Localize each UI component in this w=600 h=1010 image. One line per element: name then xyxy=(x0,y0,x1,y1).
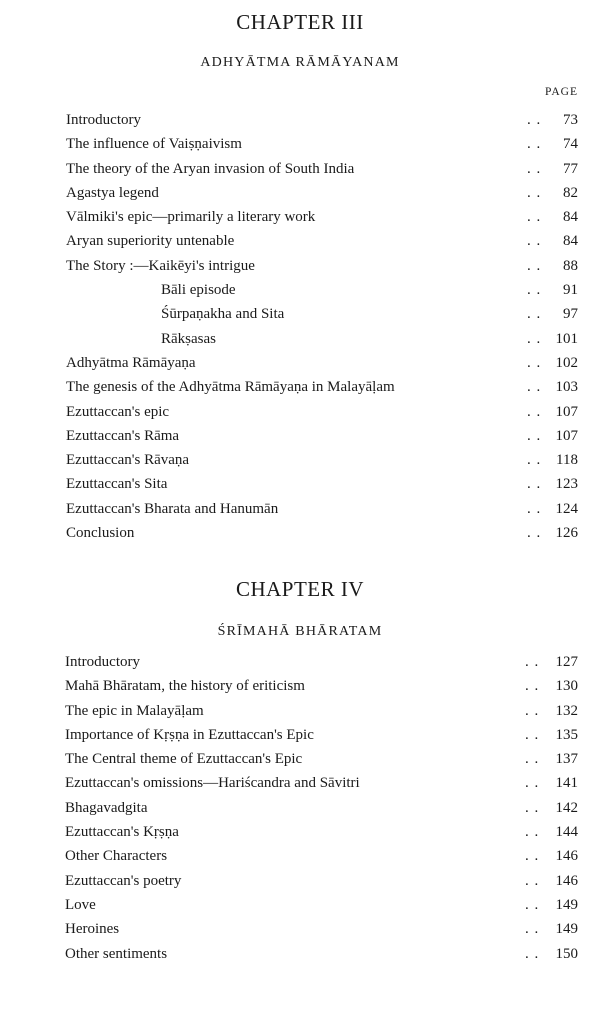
dot-leader: . . xyxy=(527,476,542,493)
toc-entry xyxy=(0,132,600,156)
toc-entry-title: Vālmiki's epic—primarily a literary work xyxy=(66,209,316,226)
toc-entry-page: 123 xyxy=(555,476,578,493)
dot-leader: . . xyxy=(525,799,540,816)
dot-leader: . . xyxy=(527,379,542,396)
dot-leader: . . xyxy=(527,233,542,250)
dot-leader: . . xyxy=(525,678,540,695)
toc-entry xyxy=(0,796,600,820)
dot-leader: . . xyxy=(525,896,540,913)
dot-leader: . . xyxy=(527,257,542,274)
toc-entry-title: Ezuttaccan's poetry xyxy=(65,872,182,889)
toc-entry xyxy=(0,229,600,253)
toc-entry-page: 146 xyxy=(555,872,578,889)
toc-entry-title: Introductory xyxy=(65,654,140,670)
toc-entry-title: Bāli episode xyxy=(161,282,236,299)
toc-entry-page: 137 xyxy=(555,751,578,768)
toc-entry-title: Bhagavadgita xyxy=(65,799,148,816)
toc-entry xyxy=(0,820,600,844)
toc-entry-page: 74 xyxy=(563,136,578,153)
toc-entry-page: 73 xyxy=(563,112,578,128)
dot-leader: . . xyxy=(527,525,542,542)
toc-entry-title: Adhyātma Rāmāyaṇa xyxy=(66,354,196,371)
toc-entry-title: Other Characters xyxy=(65,848,168,865)
dot-leader: . . xyxy=(525,775,540,792)
toc-entry-title: The Story :—Kaikēyi's intrigue xyxy=(66,257,255,274)
toc-entry-page: 101 xyxy=(555,330,578,347)
dot-leader: . . xyxy=(525,921,540,938)
dot-leader: . . xyxy=(527,452,542,469)
toc-entry-page: 149 xyxy=(555,896,578,913)
toc-entry-title: Introductory xyxy=(66,112,141,128)
toc-entry xyxy=(0,448,600,472)
toc-entry xyxy=(0,893,600,917)
toc-entry-page: 127 xyxy=(555,654,578,670)
toc-subentry xyxy=(0,302,600,326)
toc-entry-title: Ezuttaccan's omissions—Hariścandra and Sāvitri xyxy=(65,775,360,792)
toc-entry-page: 150 xyxy=(555,945,578,962)
toc-entry xyxy=(0,472,600,496)
dot-leader: . . xyxy=(525,726,540,743)
chapter-4-toc xyxy=(0,650,600,966)
toc-entry xyxy=(0,351,600,375)
toc-entry-page: 132 xyxy=(555,702,578,719)
toc-entry xyxy=(0,205,600,229)
toc-entry-page: 88 xyxy=(563,257,578,274)
toc-entry-title: Ezuttaccan's epic xyxy=(66,403,170,420)
toc-entry xyxy=(0,375,600,399)
toc-entry-title: Śūrpaṇakha and Sita xyxy=(161,306,285,323)
toc-subentry xyxy=(0,327,600,351)
dot-leader: . . xyxy=(527,136,542,153)
toc-entry-title: Ezuttaccan's Kṛṣṇa xyxy=(65,824,179,841)
chapter-4-title: CHAPTER IV xyxy=(235,577,365,601)
toc-entry xyxy=(0,424,600,448)
dot-leader: . . xyxy=(527,184,542,201)
toc-entry xyxy=(0,942,600,966)
toc-entry xyxy=(0,521,600,545)
toc-entry-title: Aryan superiority untenable xyxy=(66,233,235,250)
toc-entry-title: Ezuttaccan's Sita xyxy=(66,476,168,493)
toc-entry-title: Heroines xyxy=(65,921,120,938)
dot-leader: . . xyxy=(525,824,540,841)
toc-entry xyxy=(0,497,600,521)
toc-entry xyxy=(0,771,600,795)
toc-entry-title: Ezuttaccan's Bharata and Hanumān xyxy=(66,500,279,517)
toc-entry-page: 77 xyxy=(563,160,578,177)
toc-entry xyxy=(0,400,600,424)
dot-leader: . . xyxy=(527,500,542,517)
chapter-3-title: CHAPTER III xyxy=(236,10,364,34)
dot-leader: . . xyxy=(527,209,542,226)
dot-leader: . . xyxy=(525,848,540,865)
toc-entry-page: 107 xyxy=(555,403,578,420)
toc-entry-page: 144 xyxy=(555,824,578,841)
toc-entry-page: 130 xyxy=(555,678,578,695)
toc-entry xyxy=(0,917,600,941)
toc-subentry xyxy=(0,278,600,302)
toc-entry xyxy=(0,181,600,205)
chapter-4-subtitle: ŚRĪMAHĀ BHĀRATAM xyxy=(217,624,383,639)
toc-entry-title: The genesis of the Adhyātma Rāmāyaṇa in Malayāḷam xyxy=(66,379,395,396)
toc-entry-page: 84 xyxy=(563,233,578,250)
dot-leader: . . xyxy=(525,945,540,962)
dot-leader: . . xyxy=(527,282,542,299)
dot-leader: . . xyxy=(525,872,540,889)
dot-leader: . . xyxy=(527,306,542,323)
toc-entry xyxy=(0,108,600,132)
toc-entry-title: Mahā Bhāratam, the history of eriticism xyxy=(65,678,305,695)
toc-entry-page: 135 xyxy=(555,726,578,743)
toc-entry-title: Conclusion xyxy=(66,525,135,542)
toc-entry-title: Other sentiments xyxy=(65,945,168,962)
dot-leader: . . xyxy=(527,427,542,444)
toc-entry-page: 97 xyxy=(563,306,578,323)
page-column-label: PAGE xyxy=(545,86,578,98)
toc-entry-page: 126 xyxy=(555,525,578,542)
toc-entry xyxy=(0,699,600,723)
toc-entry-page: 84 xyxy=(563,209,578,226)
toc-entry-title: Rākṣasas xyxy=(161,330,216,347)
toc-entry xyxy=(0,869,600,893)
dot-leader: . . xyxy=(527,160,542,177)
toc-entry xyxy=(0,844,600,868)
toc-entry-title: Importance of Kṛṣṇa in Ezuttaccan's Epic xyxy=(65,726,314,743)
toc-entry-title: Love xyxy=(65,896,96,913)
dot-leader: . . xyxy=(527,354,542,371)
toc-entry-page: 107 xyxy=(555,427,578,444)
toc-entry xyxy=(0,650,600,674)
toc-entry-page: 149 xyxy=(555,921,578,938)
toc-entry-title: The epic in Malayāḷam xyxy=(65,702,204,719)
toc-entry-title: Agastya legend xyxy=(66,184,159,201)
dot-leader: . . xyxy=(527,112,542,128)
toc-entry-title: Ezuttaccan's Rāvaṇa xyxy=(66,452,190,469)
dot-leader: . . xyxy=(527,330,542,347)
toc-entry xyxy=(0,254,600,278)
toc-entry xyxy=(0,674,600,698)
dot-leader: . . xyxy=(525,751,540,768)
toc-entry-title: The theory of the Aryan invasion of South India xyxy=(66,160,355,177)
toc-entry xyxy=(0,747,600,771)
toc-entry-title: The influence of Vaiṣṇaivism xyxy=(66,136,242,153)
toc-entry-page: 82 xyxy=(563,184,578,201)
toc-entry-page: 141 xyxy=(555,775,578,792)
dot-leader: . . xyxy=(525,702,540,719)
toc-entry-title: Ezuttaccan's Rāma xyxy=(66,427,180,444)
toc-entry xyxy=(0,157,600,181)
dot-leader: . . xyxy=(527,403,542,420)
toc-entry xyxy=(0,723,600,747)
toc-entry-page: 124 xyxy=(555,500,578,517)
toc-entry-page: 142 xyxy=(555,799,578,816)
toc-entry-title: The Central theme of Ezuttaccan's Epic xyxy=(65,751,303,768)
toc-entry-page: 146 xyxy=(555,848,578,865)
toc-entry-page: 91 xyxy=(563,282,578,299)
toc-entry-page: 102 xyxy=(555,354,578,371)
toc-entry-page: 103 xyxy=(555,379,578,396)
chapter-3-subtitle: ADHYĀTMA RĀMĀYANAM xyxy=(200,55,400,70)
dot-leader: . . xyxy=(525,654,540,670)
chapter-3-toc xyxy=(0,108,600,545)
toc-entry-page: 118 xyxy=(556,452,578,469)
